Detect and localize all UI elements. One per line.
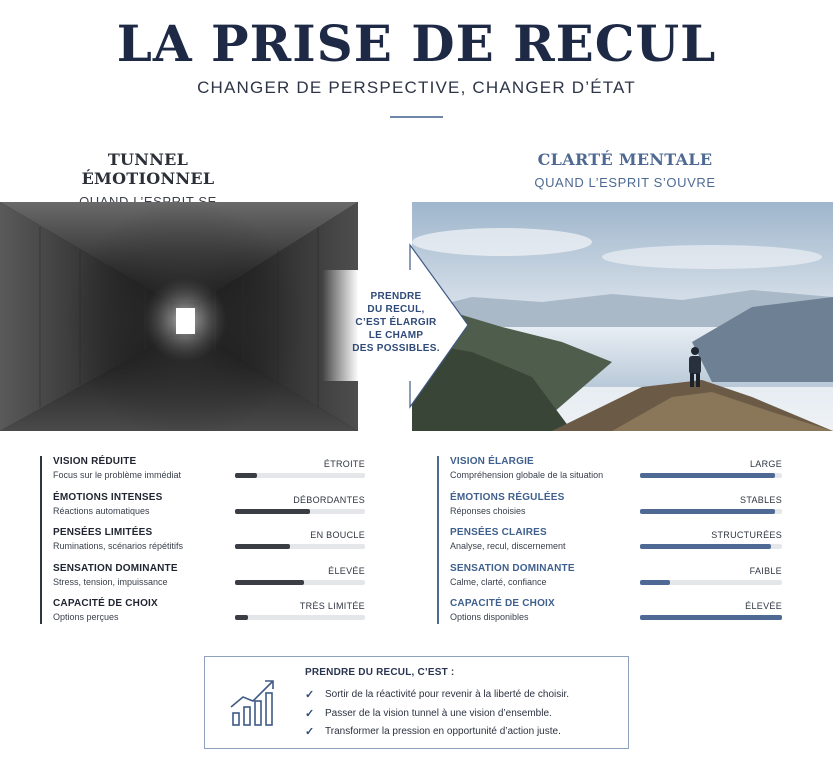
summary-item: ✓ Passer de la vision tunnel à une vision d’ensemble. <box>305 708 552 720</box>
metric-level: STABLES <box>740 494 782 505</box>
metric-row <box>437 598 782 628</box>
right-subheading: QUAND L’ESPRIT S’OUVRE <box>534 175 716 190</box>
metric-name: PENSÉES CLAIRES <box>450 527 547 538</box>
metric-name: CAPACITÉ DE CHOIX <box>53 598 158 609</box>
metric-level: LARGE <box>749 459 782 469</box>
metric-bar-track <box>235 544 365 549</box>
metric-level: ÉLEVÉE <box>745 601 782 611</box>
metric-description: Options perçues <box>53 612 119 622</box>
metric-name: VISION ÉLARGIE <box>450 456 534 467</box>
metric-row <box>40 598 365 628</box>
growth-chart-icon <box>229 677 281 729</box>
metric-bar-fill <box>235 580 304 585</box>
metric-name: SENSATION DOMINANTE <box>450 562 575 574</box>
metric-bar-fill <box>235 473 257 478</box>
metric-bar-track <box>235 509 365 514</box>
metric-description: Stress, tension, impuissance <box>53 576 168 587</box>
metric-bar-track <box>640 473 782 478</box>
right-heading: CLARTÉ MENTALE <box>537 150 713 169</box>
summary-item: ✓ Sortir de la réactivité pour revenir à la liberté de choisir. <box>305 689 570 701</box>
metric-row <box>437 563 782 593</box>
metric-description: Focus sur le problème immédiat <box>53 470 182 480</box>
check-icon: ✓ <box>305 689 315 701</box>
page-subtitle: CHANGER DE PERSPECTIVE, CHANGER D’ÉTAT <box>197 78 636 97</box>
metric-name: ÉMOTIONS INTENSES <box>53 491 163 503</box>
metric-name: PENSÉES LIMITÉES <box>53 527 153 538</box>
metric-description: Analyse, recul, discernement <box>450 541 566 551</box>
metric-bar-track <box>640 509 782 514</box>
check-icon: ✓ <box>305 708 315 720</box>
metric-bar-fill <box>640 473 775 478</box>
metric-name: ÉMOTIONS RÉGULÉES <box>450 491 565 503</box>
summary-box <box>204 656 629 749</box>
metric-bar-fill <box>640 580 670 585</box>
check-icon: ✓ <box>305 726 315 738</box>
metric-row <box>40 527 365 557</box>
metric-level: FAIBLE <box>749 565 782 576</box>
metric-level: EN BOUCLE <box>310 530 365 540</box>
right-column-header <box>525 150 725 190</box>
metric-bar-fill <box>235 615 248 620</box>
metric-name: CAPACITÉ DE CHOIX <box>450 598 555 609</box>
metric-row <box>40 456 365 486</box>
metric-bar-track <box>640 615 782 620</box>
metric-row <box>437 492 782 522</box>
metric-bar-fill <box>640 615 782 620</box>
summary-title: PRENDRE DU RECUL, C’EST : <box>305 667 455 678</box>
left-heading: TUNNEL ÉMOTIONNEL <box>81 150 215 188</box>
metric-level: ÉLEVÉE <box>328 565 365 576</box>
metric-level: STRUCTURÉES <box>711 530 782 540</box>
metric-bar-track <box>640 580 782 585</box>
metric-bar-fill <box>235 509 310 514</box>
metric-description: Ruminations, scénarios répétitifs <box>53 541 184 551</box>
summary-item: ✓ Transformer la pression en opportunité d’action juste. <box>305 726 561 738</box>
metric-level: DÉBORDANTES <box>293 494 365 505</box>
metric-description: Calme, clarté, confiance <box>450 576 547 587</box>
metric-bar-fill <box>235 544 290 549</box>
metric-row <box>40 492 365 522</box>
metric-level: ÉTROITE <box>323 459 365 469</box>
metric-bar-track <box>235 615 365 620</box>
mountain-image <box>412 202 833 431</box>
metric-description: Réponses choisies <box>450 505 526 516</box>
metric-bar-fill <box>640 544 771 549</box>
tunnel-image <box>0 202 358 431</box>
metric-level: TRÈS LIMITÉE <box>299 601 365 611</box>
metric-bar-fill <box>640 509 775 514</box>
metric-bar-track <box>640 544 782 549</box>
metric-row <box>437 527 782 557</box>
page-title: LA PRISE DE RECUL <box>116 14 717 73</box>
metric-description: Compréhension globale de la situation <box>450 470 604 480</box>
metric-name: SENSATION DOMINANTE <box>53 562 178 574</box>
metric-row <box>437 456 782 486</box>
title-divider <box>390 116 443 118</box>
metric-description: Réactions automatiques <box>53 505 150 516</box>
metric-name: VISION RÉDUITE <box>53 456 137 467</box>
metric-row <box>40 563 365 593</box>
metric-bar-track <box>235 473 365 478</box>
metric-description: Options disponibles <box>450 612 529 622</box>
arrow-text: PRENDRE DU RECUL, C’EST ÉLARGIR LE CHAMP DES POSSIBLES. <box>352 291 440 354</box>
metric-bar-track <box>235 580 365 585</box>
